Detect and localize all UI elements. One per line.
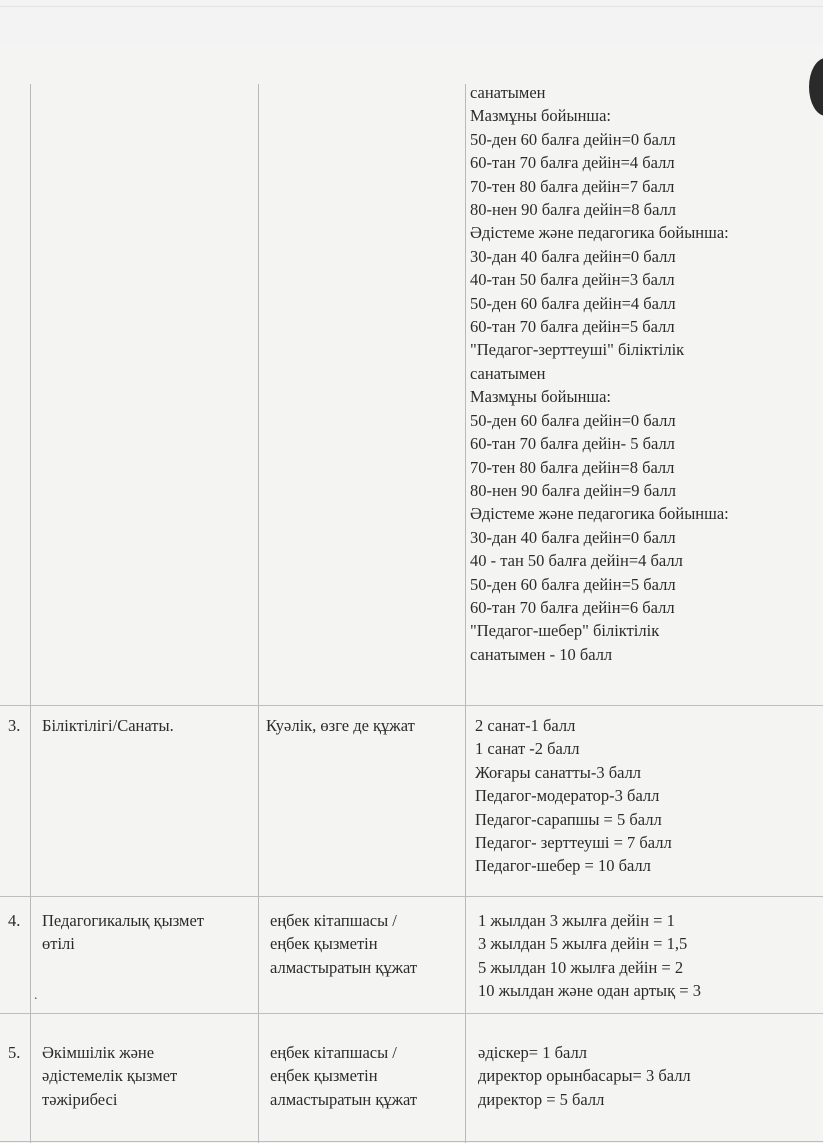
text-line: 60-тан 70 балға дейін=5 балл: [470, 317, 675, 337]
text-line: еңбек қызметін: [270, 1066, 378, 1086]
text-line: Мазмұны бойынша:: [470, 106, 612, 126]
row-3-document: [266, 714, 415, 737]
row-5-scores: [478, 1041, 691, 1111]
scanned-document-page: [0, 44, 823, 1143]
table-border-left: [30, 84, 31, 1143]
text-line: 80-нен 90 балға дейін=8 балл: [470, 200, 677, 220]
row-4-scores: [478, 909, 701, 1003]
text-line: еңбек қызметін: [270, 934, 378, 954]
text-line: санатымен: [470, 363, 546, 383]
text-line: еңбек кітапшасы /: [270, 1043, 397, 1062]
row-5-criterion: [42, 1041, 177, 1111]
text-line: 1 жылдан 3 жылға дейін = 1: [478, 911, 675, 930]
row-4-document: [270, 909, 417, 979]
row-3-criterion: [42, 714, 174, 737]
text-line: 50-ден 60 балға дейін=4 балл: [470, 293, 676, 313]
row-separator-2: [0, 896, 823, 897]
scan-speck: .: [34, 988, 38, 1003]
text-line: 50-ден 60 балға дейін=0 балл: [470, 129, 676, 149]
text-line: 70-тен 80 балға дейін=7 балл: [470, 176, 675, 196]
text-line: алмастыратын құжат: [270, 1089, 418, 1109]
table-border-col3: [465, 84, 466, 1143]
text-line: Педагогикалық қызмет: [42, 911, 205, 930]
top-divider: [0, 6, 823, 7]
row-3-number: 3.: [8, 716, 21, 735]
text-line: директор орынбасары= 3 балл: [478, 1066, 691, 1086]
text-line: 80-нен 90 балға дейін=9 балл: [470, 480, 677, 500]
text-line: өтілі: [42, 934, 75, 954]
text-line: 60-тан 70 балға дейін=6 балл: [470, 597, 675, 617]
text-line: 40 - тан 50 балға дейін=4 балл: [470, 551, 683, 571]
text-line: директор = 5 балл: [478, 1089, 605, 1109]
text-line: әдістемелік қызмет: [42, 1066, 178, 1086]
text-line: 1 санат -2 балл: [475, 739, 580, 759]
text-line: санатымен: [470, 83, 546, 102]
text-line: 2 санат-1 балл: [475, 716, 576, 735]
text-line: әдіскер= 1 балл: [478, 1043, 587, 1062]
row-5-document: [270, 1041, 417, 1111]
text-line: Әдістеме және педагогика бойынша:: [470, 504, 729, 524]
text-line: Мазмұны бойынша:: [470, 387, 612, 407]
row-separator-bottom: [0, 1141, 823, 1142]
text-line: Біліктілігі/Санаты.: [42, 716, 174, 735]
text-line: еңбек кітапшасы /: [270, 911, 397, 930]
text-line: Әдістеме және педагогика бойынша:: [470, 223, 729, 243]
text-line: Педагог- зерттеуші = 7 балл: [475, 833, 672, 853]
text-line: 50-ден 60 балға дейін=0 балл: [470, 410, 676, 430]
text-line: алмастыратын құжат: [270, 957, 418, 977]
text-line: "Педагог-шебер" біліктілік: [470, 621, 660, 641]
text-line: 60-тан 70 балға дейін- 5 балл: [470, 434, 675, 454]
text-line: 10 жылдан және одан артық = 3: [478, 981, 701, 1001]
text-line: 5 жылдан 10 жылға дейін = 2: [478, 957, 684, 977]
row-separator-1: [0, 705, 823, 706]
text-line: 40-тан 50 балға дейін=3 балл: [470, 270, 675, 290]
continuation-scores: [470, 81, 729, 666]
row-4-number: 4.: [8, 911, 21, 930]
text-line: санатымен - 10 балл: [470, 644, 613, 664]
row-5-number: 5.: [8, 1043, 21, 1062]
text-line: тәжірибесі: [42, 1089, 118, 1109]
row-3-scores: [475, 714, 672, 878]
text-line: Жоғары санатты-3 балл: [475, 762, 642, 782]
text-line: "Педагог-зерттеуші" біліктілік: [470, 340, 685, 360]
text-line: 30-дан 40 балға дейін=0 балл: [470, 246, 676, 266]
table-border-col2: [258, 84, 259, 1143]
text-line: 50-ден 60 балға дейін=5 балл: [470, 574, 676, 594]
text-line: 30-дан 40 балға дейін=0 балл: [470, 527, 676, 547]
text-line: Педагог-модератор-3 балл: [475, 786, 660, 806]
row-4-criterion: [42, 909, 204, 956]
text-line: 70-тен 80 балға дейін=8 балл: [470, 457, 675, 477]
text-line: 60-тан 70 балға дейін=4 балл: [470, 153, 675, 173]
text-line: Куәлік, өзге де құжат: [266, 716, 415, 735]
text-line: Педагог-шебер = 10 балл: [475, 856, 651, 876]
row-separator-3: [0, 1013, 823, 1014]
text-line: 3 жылдан 5 жылға дейін = 1,5: [478, 934, 688, 954]
text-line: Педагог-сарапшы = 5 балл: [475, 809, 662, 829]
text-line: Әкімшілік және: [42, 1043, 155, 1062]
